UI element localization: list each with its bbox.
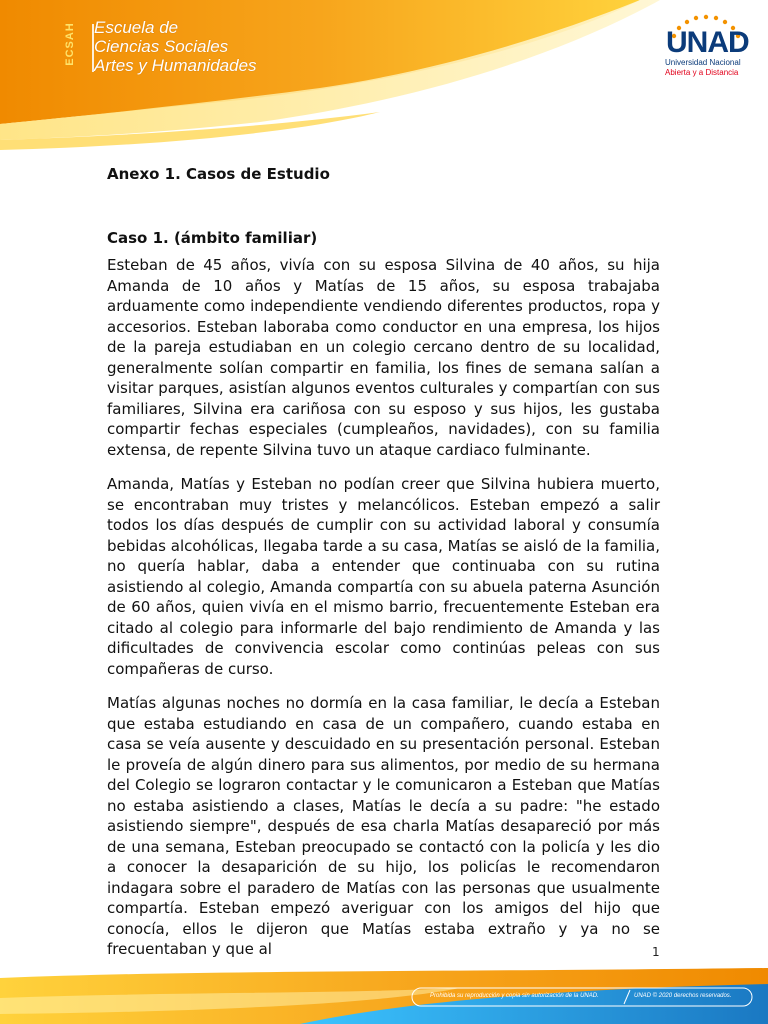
paragraph-1: Esteban de 45 años, vivía con su esposa Silvina de 40 años, su hija Amanda de 10 años y Matías de 15 años, su esposa trabajaba arduamente como independiente vendiendo diferentes productos, ropa y accesorios. Esteban laboraba como conductor en una empresa, los hijos de la pareja estudiaban en un colegio cercano dentro de su localidad, generalmente solían compartir en familia, los fines de semana salían a visitar parques, asistían algunos eventos culturales y compartían con sus familiares, Silvina era cariñosa con su esposo y sus hijos, les gustaba compartir fechas especiales (cumpleaños, navidades), con su familia extensa, de repente Silvina tuvo un ataque cardiaco fulminante. (107, 256, 660, 459)
unad-subtitle-line-1: Universidad Nacional (665, 58, 741, 67)
paragraph-2: Amanda, Matías y Esteban no podían creer que Silvina hubiera muerto, se encontraban muy tristes y melancólicos. Esteban empezó a salir todos los días después de cumplir con su actividad laboral y consumía bebidas alcohólicas, llegaba tarde a su casa, Matías se aisló de la familia, no quería hablar, daba a entender que continuaba con su rutina asistiendo al colegio, Amanda compartía con su abuela paterna Asunción de 60 años, quien vivía en el mismo barrio, frecuentemente Esteban era citado al colegio para informarle del bajo rendimiento de Amanda y las dificultades de convivencia escolar como continúas peleas con sus compañeras de curso. (107, 475, 660, 678)
footer-notice: Prohibida su reproducción y copia sin autorización de la UNAD. (430, 993, 599, 999)
school-name-line-3: Artes y Humanidades (94, 56, 257, 75)
case-title: Caso 1. (ámbito familiar) (107, 229, 318, 247)
footer-copyright: UNAD © 2020 derechos reservados. (634, 993, 732, 999)
school-name-line-1: Escuela de (94, 18, 179, 37)
school-acronym: ECSAH (63, 22, 76, 66)
page-number: 1 (652, 945, 660, 959)
unad-subtitle-line-2: Abierta y a Distancia (665, 68, 739, 77)
paragraph-3: Matías algunas noches no dormía en la casa familiar, le decía a Esteban que estaba estudiando en casa de un compañero, cuando estaba en casa se veía ausente y descuidado en su presentación personal. Esteban le proveía de algún dinero para sus alimentos, por medio de su hermana del Colegio se lograron contactar y le comunicaron a Esteban que Matías no estaba asistiendo a clases, Matías le decía a su padre: "he estado asistiendo siempre", después de esa charla Matías desapareció por más de una semana, Esteban preocupado se contactó con la policía y les dio a conocer la desaparición de su hijo, los policías le recomendaron indagara sobre el paradero de Matías con las personas que usualmente compartía. Esteban empezó averiguar con los amigos del hijo que conocía, ellos le dijeron que Matías estaba extraño y ya no se frecuentaban y que al (107, 694, 660, 958)
unad-logo (666, 26, 749, 60)
document-body (107, 165, 660, 974)
school-acronym-block (58, 24, 94, 72)
unad-logo-subtitle (665, 58, 741, 78)
school-name (94, 18, 257, 75)
annex-title: Anexo 1. Casos de Estudio (107, 165, 330, 183)
school-name-line-2: Ciencias Sociales (94, 37, 229, 56)
unad-logo-text: UNAD (666, 26, 749, 59)
